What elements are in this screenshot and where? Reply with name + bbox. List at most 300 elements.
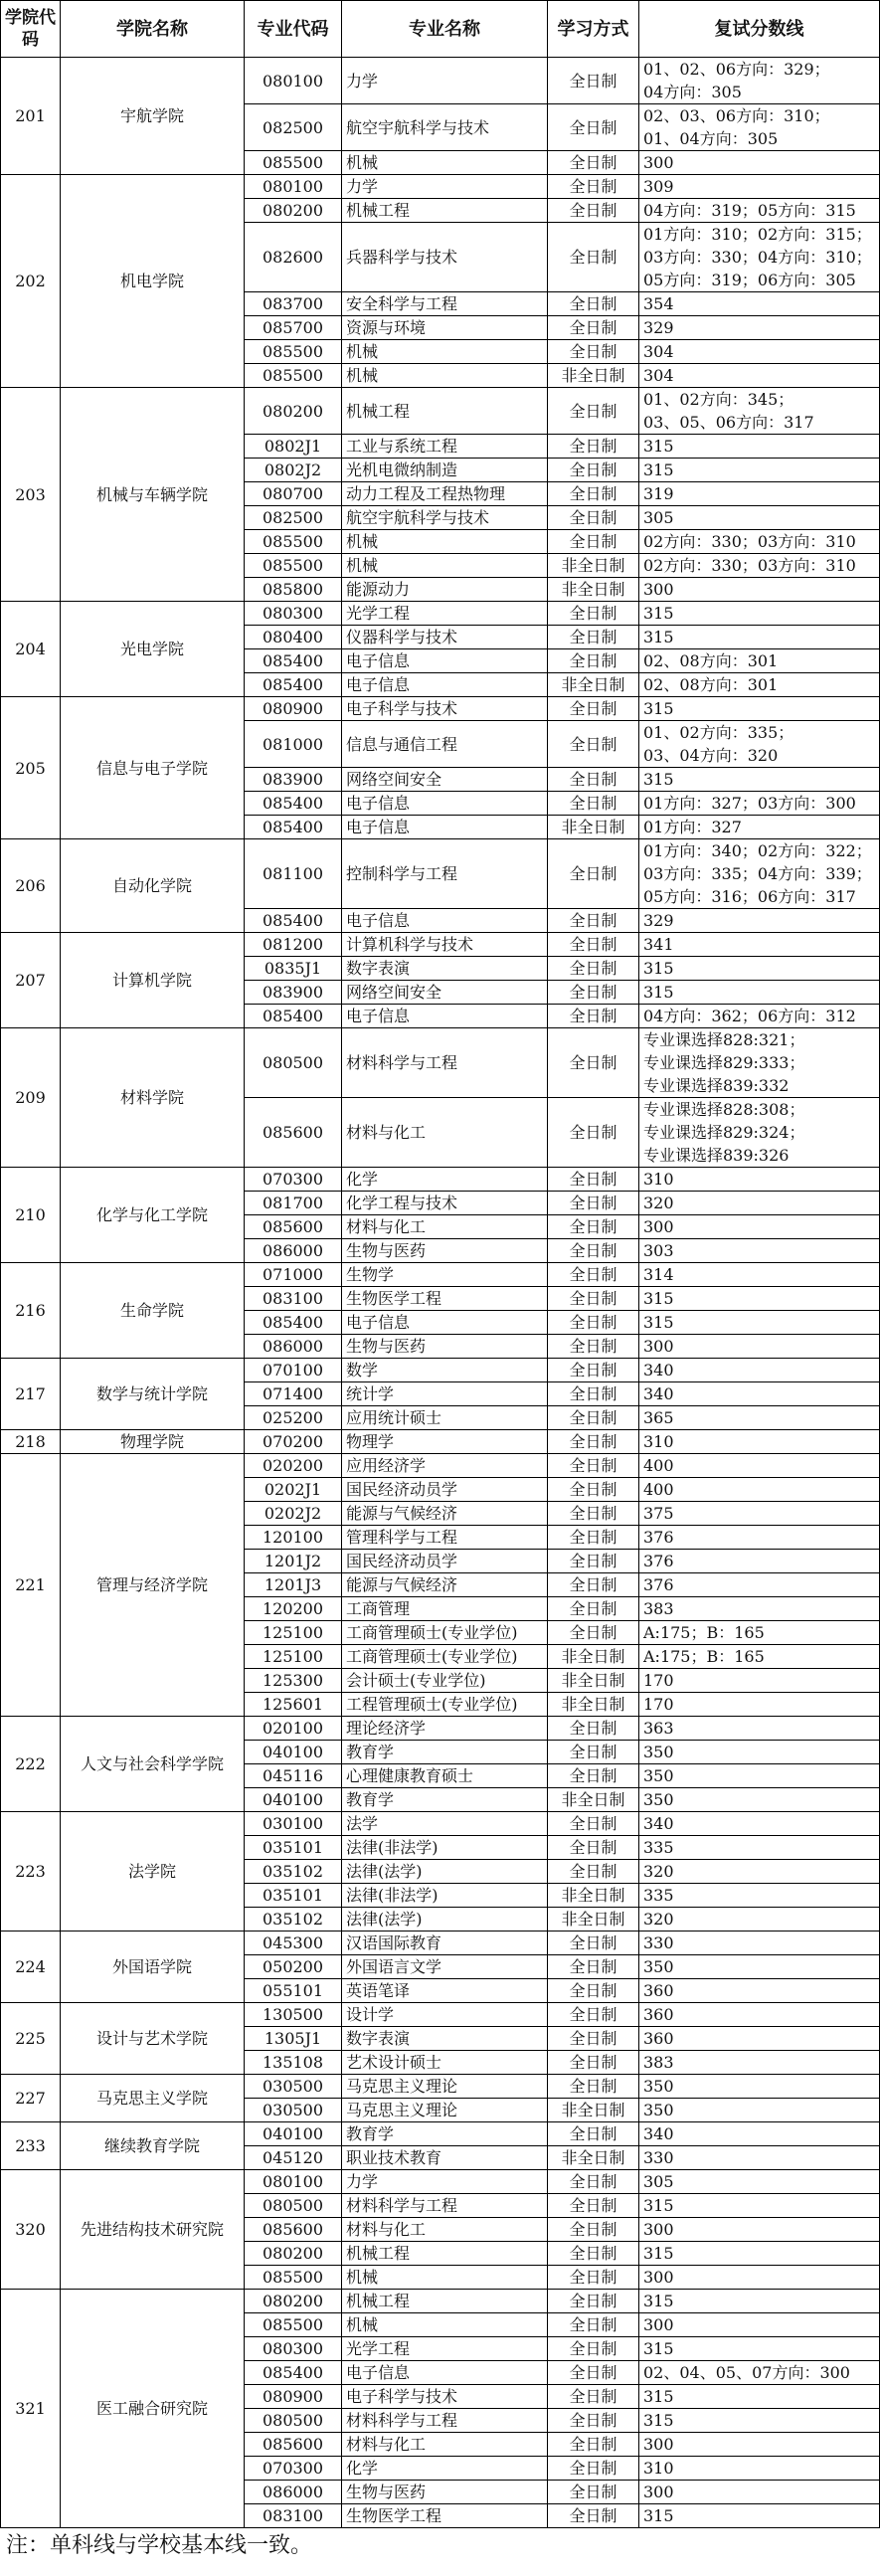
major-name: 艺术设计硕士: [342, 2051, 548, 2075]
major-name: 化学: [342, 2457, 548, 2481]
score-line-text: 315: [643, 1313, 674, 1332]
major-name: 心理健康教育硕士: [342, 1764, 548, 1788]
major-name: 理论经济学: [342, 1717, 548, 1741]
score-line-text: 02、08方向：301: [643, 675, 779, 694]
table-row: [1, 1263, 880, 1287]
major-code: 071000: [245, 1263, 342, 1287]
score-line-text: 专业课选择839:326: [643, 1146, 790, 1165]
major-code: 080100: [245, 58, 342, 104]
study-mode: 非全日制: [548, 578, 639, 602]
score-line-text: 01、02方向：335；: [643, 723, 794, 742]
major-code: 040100: [245, 1788, 342, 1812]
major-name: 生物医学工程: [342, 2504, 548, 2528]
score-line: [639, 602, 880, 626]
major-code: 086000: [245, 1239, 342, 1263]
score-line: [639, 2457, 880, 2481]
score-line: [639, 721, 880, 768]
score-line: [639, 1693, 880, 1717]
college-name: 自动化学院: [61, 839, 245, 933]
score-line-text: 375: [643, 1504, 674, 1523]
score-line-text: 01方向：327: [643, 818, 742, 836]
major-code: 040100: [245, 1741, 342, 1764]
score-line: [639, 1098, 880, 1168]
score-line-text: A:175；B：165: [643, 1623, 765, 1642]
major-name: 资源与环境: [342, 316, 548, 340]
major-code: 082500: [245, 506, 342, 530]
study-mode: 全日制: [548, 1717, 639, 1741]
score-line-text: 315: [643, 2292, 674, 2310]
major-code: 125601: [245, 1693, 342, 1717]
score-line-text: 350: [643, 1957, 674, 1976]
major-name: 国民经济动员学: [342, 1478, 548, 1502]
study-mode: 全日制: [548, 602, 639, 626]
study-mode: 非全日制: [548, 673, 639, 697]
major-code: 080100: [245, 2170, 342, 2194]
major-name: 机械: [342, 530, 548, 554]
study-mode: 全日制: [548, 2361, 639, 2385]
major-code: 080200: [245, 2242, 342, 2266]
major-name: 机械工程: [342, 2242, 548, 2266]
study-mode: 全日制: [548, 768, 639, 792]
score-line-text: 专业课选择829:324；: [643, 1123, 805, 1142]
major-name: 电子信息: [342, 1005, 548, 1028]
major-name: 电子信息: [342, 649, 548, 673]
major-name: 光学工程: [342, 602, 548, 626]
study-mode: 全日制: [548, 175, 639, 199]
study-mode: 全日制: [548, 2337, 639, 2361]
score-line: [639, 1860, 880, 1884]
college-name: 化学与化工学院: [61, 1168, 245, 1263]
score-line-text: 专业课选择829:333；: [643, 1053, 805, 1072]
major-name: 电子科学与技术: [342, 2385, 548, 2409]
major-name: 外国语言文学: [342, 1955, 548, 1979]
score-line: [639, 2099, 880, 2122]
study-mode: 全日制: [548, 2003, 639, 2027]
score-line-text: 350: [643, 2077, 674, 2096]
major-name: 力学: [342, 175, 548, 199]
major-name: 法律(非法学): [342, 1884, 548, 1908]
major-name: 应用经济学: [342, 1454, 548, 1478]
study-mode: 全日制: [548, 2027, 639, 2051]
study-mode: 全日制: [548, 1168, 639, 1192]
major-code: 120200: [245, 1597, 342, 1621]
study-mode: 全日制: [548, 2194, 639, 2218]
study-mode: 全日制: [548, 340, 639, 364]
major-name: 工商管理: [342, 1597, 548, 1621]
major-code: 0202J2: [245, 1502, 342, 1526]
major-code: 085600: [245, 1215, 342, 1239]
study-mode: 非全日制: [548, 2146, 639, 2170]
major-code: 083900: [245, 768, 342, 792]
score-line: [639, 2122, 880, 2146]
major-code: 070100: [245, 1359, 342, 1382]
major-code: 085500: [245, 340, 342, 364]
major-code: 085500: [245, 364, 342, 388]
major-name: 马克思主义理论: [342, 2099, 548, 2122]
score-line: [639, 2433, 880, 2457]
major-code: 0202J1: [245, 1478, 342, 1502]
study-mode: 全日制: [548, 1860, 639, 1884]
college-name: 马克思主义学院: [61, 2075, 245, 2122]
score-line: [639, 1573, 880, 1597]
study-mode: 全日制: [548, 2290, 639, 2313]
score-line-text: 300: [643, 153, 674, 172]
score-line: [639, 1550, 880, 1573]
score-line: [639, 2170, 880, 2194]
score-line: [639, 1215, 880, 1239]
score-line: [639, 223, 880, 292]
score-line-text: 376: [643, 1528, 674, 1547]
major-name: 马克思主义理论: [342, 2075, 548, 2099]
score-line: [639, 1908, 880, 1932]
score-line-text: A:175；B：165: [643, 1647, 765, 1666]
major-code: 085500: [245, 2266, 342, 2290]
score-line: [639, 1382, 880, 1406]
major-name: 教育学: [342, 2122, 548, 2146]
score-line: [639, 1788, 880, 1812]
score-line: [639, 2218, 880, 2242]
major-code: 045116: [245, 1764, 342, 1788]
study-mode: 全日制: [548, 151, 639, 175]
major-name: 化学: [342, 1168, 548, 1192]
major-name: 设计学: [342, 2003, 548, 2027]
major-code: 070200: [245, 1430, 342, 1454]
score-line: [639, 1311, 880, 1335]
major-name: 网络空间安全: [342, 981, 548, 1005]
score-line-text: 350: [643, 1766, 674, 1785]
college-name: 设计与艺术学院: [61, 2003, 245, 2075]
major-name: 力学: [342, 2170, 548, 2194]
study-mode: 非全日制: [548, 1645, 639, 1669]
study-mode: 全日制: [548, 1192, 639, 1215]
header-major-code: 专业代码: [245, 1, 342, 58]
study-mode: 全日制: [548, 1005, 639, 1028]
score-line: [639, 1645, 880, 1669]
study-mode: 全日制: [548, 2313, 639, 2337]
study-mode: 全日制: [548, 199, 639, 223]
score-line: [639, 58, 880, 104]
study-mode: 全日制: [548, 58, 639, 104]
major-name: 生物与医药: [342, 1335, 548, 1359]
study-mode: 全日制: [548, 792, 639, 816]
score-line-text: 02、08方向：301: [643, 651, 779, 670]
college-code: 224: [1, 1932, 61, 2003]
score-line-text: 310: [643, 2459, 674, 2478]
header-major-name: 专业名称: [342, 1, 548, 58]
score-line-text: 360: [643, 1981, 674, 2000]
table-row: [1, 1028, 880, 1098]
major-name: 机械工程: [342, 388, 548, 435]
study-mode: 全日制: [548, 1311, 639, 1335]
major-name: 能源与气候经济: [342, 1573, 548, 1597]
score-line: [639, 578, 880, 602]
score-line: [639, 981, 880, 1005]
score-line: [639, 1005, 880, 1028]
score-line-text: 310: [643, 1432, 674, 1451]
major-code: 080700: [245, 482, 342, 506]
major-name: 电子信息: [342, 673, 548, 697]
study-mode: 全日制: [548, 1454, 639, 1478]
major-name: 物理学: [342, 1430, 548, 1454]
major-name: 机械: [342, 554, 548, 578]
score-line-text: 360: [643, 2029, 674, 2048]
major-name: 数字表演: [342, 957, 548, 981]
major-name: 工程管理硕士(专业学位): [342, 1693, 548, 1717]
major-name: 机械: [342, 2313, 548, 2337]
major-name: 数字表演: [342, 2027, 548, 2051]
major-code: 020200: [245, 1454, 342, 1478]
major-name: 生物与医药: [342, 1239, 548, 1263]
header-college-code: 学院代码: [1, 1, 61, 58]
study-mode: 全日制: [548, 506, 639, 530]
study-mode: 全日制: [548, 839, 639, 909]
major-name: 电子信息: [342, 1311, 548, 1335]
major-name: 国民经济动员学: [342, 1550, 548, 1573]
study-mode: 全日制: [548, 721, 639, 768]
score-line: [639, 435, 880, 459]
major-name: 会计硕士(专业学位): [342, 1669, 548, 1693]
score-line-text: 300: [643, 2315, 674, 2334]
table-body: [1, 58, 880, 2528]
major-name: 电子信息: [342, 909, 548, 933]
major-name: 材料科学与工程: [342, 2194, 548, 2218]
major-name: 材料与化工: [342, 1098, 548, 1168]
major-code: 081700: [245, 1192, 342, 1215]
major-code: 035101: [245, 1884, 342, 1908]
major-name: 光机电微纳制造: [342, 459, 548, 482]
major-code: 071400: [245, 1382, 342, 1406]
score-line: [639, 1287, 880, 1311]
college-code: 209: [1, 1028, 61, 1168]
score-line: [639, 816, 880, 839]
major-code: 1305J1: [245, 2027, 342, 2051]
score-line-text: 315: [643, 2196, 674, 2215]
score-line: [639, 2481, 880, 2504]
score-line-text: 340: [643, 1384, 674, 1403]
major-code: 080300: [245, 602, 342, 626]
score-line: [639, 2313, 880, 2337]
score-line-text: 329: [643, 318, 674, 337]
study-mode: 全日制: [548, 1621, 639, 1645]
score-line-text: 315: [643, 2387, 674, 2406]
score-line-text: 315: [643, 604, 674, 623]
major-name: 力学: [342, 58, 548, 104]
major-name: 教育学: [342, 1741, 548, 1764]
study-mode: 全日制: [548, 626, 639, 649]
major-name: 仪器科学与技术: [342, 626, 548, 649]
major-code: 020100: [245, 1717, 342, 1741]
study-mode: 全日制: [548, 933, 639, 957]
major-code: 1201J2: [245, 1550, 342, 1573]
score-line-text: 400: [643, 1480, 674, 1499]
major-name: 机械: [342, 364, 548, 388]
table-header-row: [1, 1, 880, 58]
major-code: 080500: [245, 1028, 342, 1098]
major-name: 光学工程: [342, 2337, 548, 2361]
major-code: 125300: [245, 1669, 342, 1693]
score-line-text: 319: [643, 484, 674, 503]
score-line-text: 300: [643, 580, 674, 599]
major-code: 040100: [245, 2122, 342, 2146]
major-name: 兵器科学与技术: [342, 223, 548, 292]
college-name: 人文与社会科学学院: [61, 1717, 245, 1812]
score-line: [639, 1502, 880, 1526]
study-mode: 全日制: [548, 909, 639, 933]
score-line-text: 383: [643, 2053, 674, 2072]
major-name: 动力工程及工程热物理: [342, 482, 548, 506]
score-line-text: 315: [643, 1289, 674, 1308]
score-line: [639, 909, 880, 933]
score-line-text: 315: [643, 2244, 674, 2263]
score-line-text: 315: [643, 959, 674, 978]
score-line-text: 314: [643, 1265, 674, 1284]
major-code: 085400: [245, 2361, 342, 2385]
table-row: [1, 1812, 880, 1836]
major-code: 085500: [245, 530, 342, 554]
score-line-text: 02方向：330；03方向：310: [643, 532, 856, 551]
college-name: 机电学院: [61, 175, 245, 388]
major-name: 安全科学与工程: [342, 292, 548, 316]
study-mode: 全日制: [548, 1955, 639, 1979]
score-line: [639, 697, 880, 721]
study-mode: 全日制: [548, 2433, 639, 2457]
study-mode: 全日制: [548, 1812, 639, 1836]
major-code: 030100: [245, 1812, 342, 1836]
study-mode: 全日制: [548, 1550, 639, 1573]
major-code: 085600: [245, 1098, 342, 1168]
study-mode: 全日制: [548, 1335, 639, 1359]
college-name: 数学与统计学院: [61, 1359, 245, 1430]
table-row: [1, 933, 880, 957]
major-code: 083900: [245, 981, 342, 1005]
score-line: [639, 530, 880, 554]
college-code: 218: [1, 1430, 61, 1454]
score-line-text: 315: [643, 983, 674, 1002]
college-name: 宇航学院: [61, 58, 245, 175]
study-mode: 全日制: [548, 2122, 639, 2146]
score-line-text: 300: [643, 2435, 674, 2454]
major-name: 材料科学与工程: [342, 2409, 548, 2433]
major-code: 125100: [245, 1621, 342, 1645]
score-line: [639, 933, 880, 957]
major-name: 法律(法学): [342, 1908, 548, 1932]
major-name: 控制科学与工程: [342, 839, 548, 909]
major-code: 080500: [245, 2409, 342, 2433]
score-line: [639, 2337, 880, 2361]
study-mode: 全日制: [548, 2457, 639, 2481]
score-line: [639, 1812, 880, 1836]
score-line-text: 329: [643, 911, 674, 930]
score-line-text: 360: [643, 2005, 674, 2024]
major-name: 电子信息: [342, 816, 548, 839]
study-mode: 全日制: [548, 1215, 639, 1239]
table-row: [1, 1932, 880, 1955]
major-code: 080900: [245, 697, 342, 721]
major-code: 120100: [245, 1526, 342, 1550]
score-line-text: 300: [643, 1217, 674, 1236]
college-code: 201: [1, 58, 61, 175]
score-line: [639, 1836, 880, 1860]
college-code: 216: [1, 1263, 61, 1359]
score-line: [639, 2194, 880, 2218]
study-mode: 全日制: [548, 104, 639, 151]
score-line-text: 310: [643, 1170, 674, 1189]
table-row: [1, 58, 880, 104]
study-mode: 全日制: [548, 1098, 639, 1168]
study-mode: 全日制: [548, 1979, 639, 2003]
major-code: 080200: [245, 199, 342, 223]
major-code: 081000: [245, 721, 342, 768]
score-line-text: 350: [643, 1743, 674, 1761]
college-name: 法学院: [61, 1812, 245, 1932]
score-line-text: 400: [643, 1456, 674, 1475]
score-line-text: 335: [643, 1886, 674, 1905]
score-line: [639, 554, 880, 578]
score-line: [639, 1669, 880, 1693]
score-line-text: 330: [643, 1933, 674, 1952]
major-name: 材料与化工: [342, 1215, 548, 1239]
major-code: 0835J1: [245, 957, 342, 981]
major-name: 法律(非法学): [342, 1836, 548, 1860]
college-name: 材料学院: [61, 1028, 245, 1168]
score-line: [639, 151, 880, 175]
score-line-text: 04方向：319；05方向：315: [643, 201, 856, 220]
major-code: 085400: [245, 909, 342, 933]
major-code: 085400: [245, 1311, 342, 1335]
table-row: [1, 602, 880, 626]
major-name: 材料科学与工程: [342, 1028, 548, 1098]
major-code: 0802J2: [245, 459, 342, 482]
college-code: 321: [1, 2290, 61, 2528]
score-line: [639, 340, 880, 364]
college-code: 205: [1, 697, 61, 839]
major-name: 网络空间安全: [342, 768, 548, 792]
score-line-text: 300: [643, 1337, 674, 1356]
score-line-text: 303: [643, 1241, 674, 1260]
study-mode: 全日制: [548, 1287, 639, 1311]
score-line: [639, 839, 880, 909]
major-name: 工业与系统工程: [342, 435, 548, 459]
major-code: 070300: [245, 1168, 342, 1192]
score-line: [639, 1884, 880, 1908]
major-code: 0802J1: [245, 435, 342, 459]
major-code: 080400: [245, 626, 342, 649]
major-name: 机械: [342, 2266, 548, 2290]
major-code: 086000: [245, 2481, 342, 2504]
score-line-text: 01、04方向：305: [643, 129, 779, 148]
score-line-text: 01、02、06方向：329；: [643, 60, 830, 79]
major-name: 机械工程: [342, 199, 548, 223]
score-line-text: 320: [643, 1910, 674, 1929]
study-mode: 全日制: [548, 1741, 639, 1764]
major-name: 能源动力: [342, 578, 548, 602]
score-line: [639, 2290, 880, 2313]
score-line: [639, 1932, 880, 1955]
score-line: [639, 2146, 880, 2170]
score-line-text: 363: [643, 1719, 674, 1738]
score-line-text: 170: [643, 1695, 674, 1714]
score-line: [639, 1526, 880, 1550]
study-mode: 全日制: [548, 1359, 639, 1382]
score-line: [639, 1741, 880, 1764]
score-line: [639, 1028, 880, 1098]
score-line: [639, 1764, 880, 1788]
score-line-text: 335: [643, 1838, 674, 1857]
major-code: 080100: [245, 175, 342, 199]
major-name: 职业技术教育: [342, 2146, 548, 2170]
score-line: [639, 199, 880, 223]
study-mode: 全日制: [548, 697, 639, 721]
